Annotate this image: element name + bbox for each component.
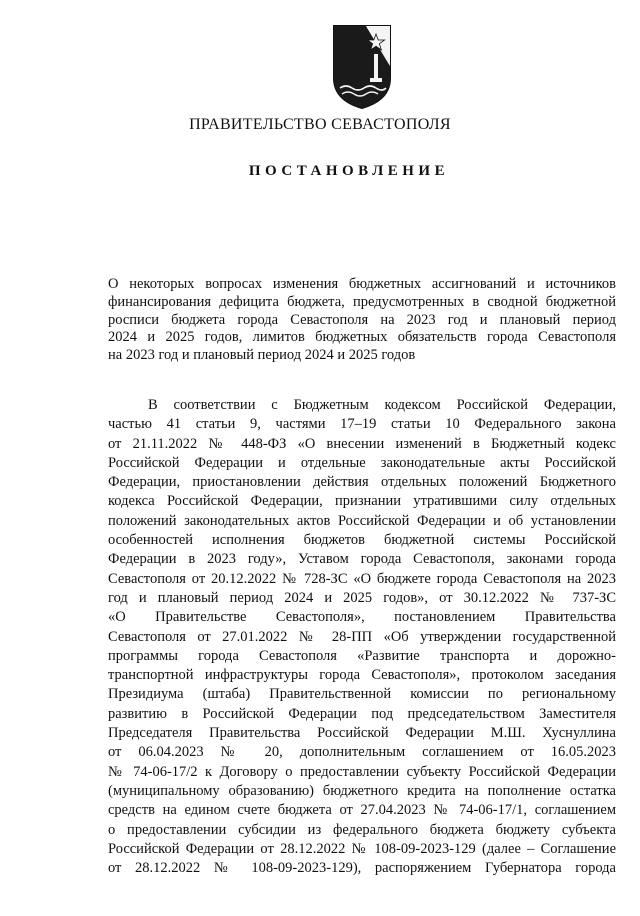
body-line: (муниципальному образованию) бюджетного кредита на пополнение остатка — [108, 782, 616, 799]
body-line: транспортной инфраструктуры города Севастополя», протоколом заседания — [108, 667, 616, 684]
body-line: Севастополя от 27.01.2022 № 28-ПП «Об утверждении государственной — [108, 628, 616, 645]
document-type-title: ПОСТАНОВЛЕНИЕ — [248, 163, 450, 179]
body-line: особенностей исполнения бюджетов бюджетной системы Российской — [108, 532, 616, 549]
body-line: частью 41 статьи 9, частями 17–19 статьи 10 Федерального закона — [108, 416, 616, 433]
subject-line: росписи бюджета города Севастополя на 2023 год и плановый период — [108, 311, 616, 328]
body-line: Федерации, приостановлении действия отдельных положений Бюджетного — [108, 474, 616, 491]
body-line: год и плановый период 2024 и 2025 годов», от 30.12.2022 № 737-ЗС — [108, 589, 616, 606]
subject-line: О некоторых вопросах изменения бюджетных ассигнований и источников — [108, 276, 616, 292]
body-line: Российской Федерации и отдельные законодательные акты Российской — [108, 454, 616, 471]
body-line: Президиума (штаба) Правительственной комиссии по региональному — [108, 686, 616, 703]
body-line: от 28.12.2022 № 108-09-2023-129), распоряжением Губернатора города — [108, 860, 616, 877]
body-line: «О Правительстве Севастополя», постановлением Правительства — [108, 609, 616, 626]
body-line: от 06.04.2023 № 20, дополнительным соглашением от 16.05.2023 — [108, 744, 616, 761]
document-body — [108, 396, 616, 878]
body-line: о предоставлении субсидии из федерального бюджета бюджету субъекта — [108, 821, 616, 838]
body-line: Севастополя от 20.12.2022 № 728-ЗС «О бюджете города Севастополя на 2023 — [108, 570, 616, 587]
body-line: Российской Федерации от 28.12.2022 № 108-09-2023-129 (далее – Соглашение — [108, 840, 616, 857]
body-line: В соответствии с Бюджетным кодексом Российской Федерации, — [148, 397, 616, 413]
subject-line: на 2023 год и плановый период 2024 и 2025 годов — [108, 347, 416, 364]
body-line: программы города Севастополя «Развитие транспорта и дорожно- — [108, 647, 616, 664]
document-subject — [108, 276, 616, 365]
body-line: средств на едином счете бюджета от 27.04.2023 № 74-06-17/1, соглашением — [108, 802, 616, 819]
body-line: Председателя Правительства Российской Федерации М.Ш. Хуснуллина — [108, 725, 616, 742]
body-line: № 74-06-17/2 к Договору о предоставлении субъекту Российской Федерации — [108, 763, 616, 780]
subject-line: финансирования дефицита бюджета, предусмотренных в сводной бюджетной — [108, 293, 616, 310]
sevastopol-coat-of-arms-icon — [330, 20, 394, 110]
body-line: развитию в Российской Федерации под председательством Заместителя — [108, 705, 616, 722]
body-line: Федерации в 2023 году», Уставом города Севастополя, законами города — [108, 551, 616, 568]
body-line: кодекса Российской Федерации, признании утратившими силу отдельных — [108, 493, 616, 510]
body-line: от 21.11.2022 № 448-ФЗ «О внесении изменений в Бюджетный кодекс — [108, 435, 616, 452]
organization-title: ПРАВИТЕЛЬСТВО СЕВАСТОПОЛЯ — [189, 116, 451, 133]
body-line: положений законодательных актов Российской Федерации и об установлении — [108, 512, 616, 529]
subject-line: 2024 и 2025 годов, лимитов бюджетных обязательств города Севастополя — [108, 329, 616, 346]
